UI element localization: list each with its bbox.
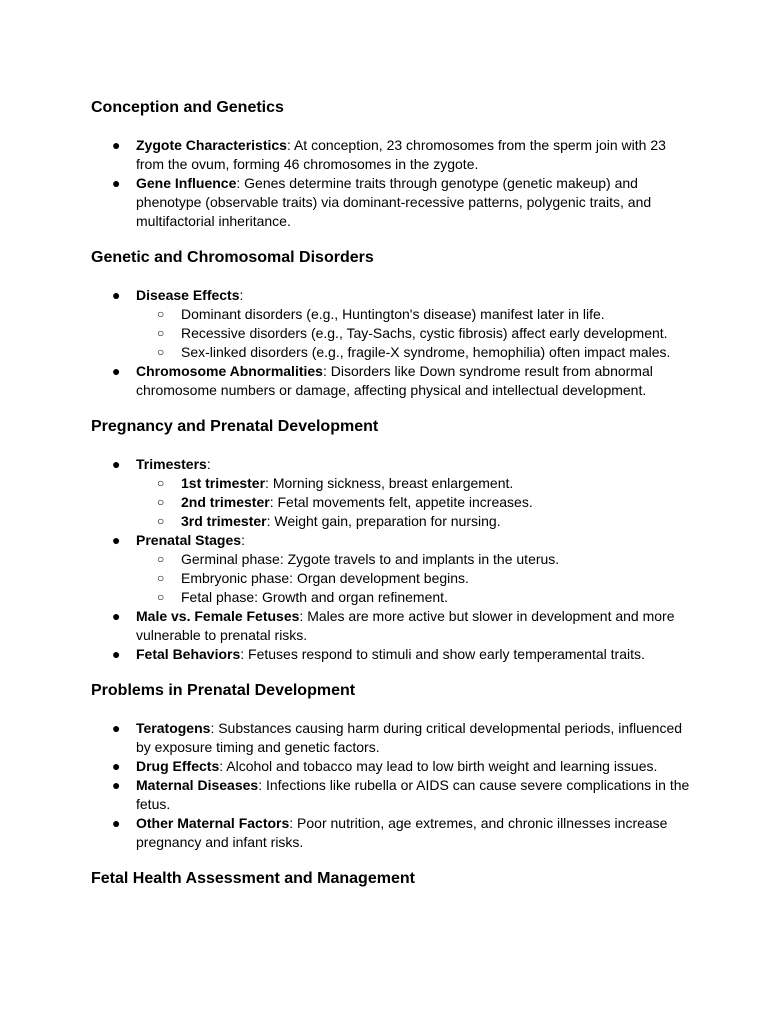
item-term: Teratogens bbox=[136, 720, 211, 736]
sub-bullet-marker: ○ bbox=[157, 571, 165, 585]
item-text: Genes determine traits through genotype (genetic makeup) and phenotype (observable traits) via dominant-recessive patterns, polygenic traits, and multifactorial inheritance. bbox=[136, 175, 652, 229]
bullet-marker: ● bbox=[112, 777, 121, 793]
sub-list-item bbox=[91, 305, 691, 324]
sub-item-term: 3rd trimester bbox=[181, 513, 267, 529]
list-item bbox=[91, 174, 691, 231]
item-term: Prenatal Stages bbox=[136, 532, 242, 548]
item-separator: : bbox=[258, 777, 263, 793]
item-term: Maternal Diseases bbox=[136, 777, 259, 793]
sub-list-item bbox=[91, 550, 691, 569]
sub-list bbox=[136, 305, 691, 362]
section-heading: Problems in Prenatal Development bbox=[91, 682, 356, 699]
sub-bullet-marker: ○ bbox=[157, 590, 165, 604]
bullet-marker: ● bbox=[112, 608, 121, 624]
list-item bbox=[91, 362, 691, 400]
sub-item-text: Recessive disorders (e.g., Tay-Sachs, cystic fibrosis) affect early development. bbox=[181, 325, 668, 341]
sub-item-term: 2nd trimester bbox=[181, 494, 270, 510]
sub-list bbox=[136, 474, 691, 531]
bullet-marker: ● bbox=[112, 720, 121, 736]
item-separator: : bbox=[240, 646, 245, 662]
item-term: Disease Effects bbox=[136, 287, 240, 303]
item-separator: : bbox=[239, 287, 244, 303]
item-term: Fetal Behaviors bbox=[136, 646, 241, 662]
item-separator: : bbox=[219, 758, 224, 774]
bullet-marker: ● bbox=[112, 175, 121, 191]
sub-item-term: 1st trimester bbox=[181, 475, 266, 491]
item-text: Substances causing harm during critical developmental periods, influenced by exposure timing and genetic factors. bbox=[136, 720, 683, 755]
item-text: Disorders like Down syndrome result from abnormal chromosome numbers or damage, affecting physical and intellectual development. bbox=[136, 363, 653, 398]
list-item bbox=[91, 455, 691, 531]
sub-item-text: Embryonic phase: Organ development begins. bbox=[181, 570, 469, 586]
sub-bullet-marker: ○ bbox=[157, 552, 165, 566]
sub-list-item bbox=[91, 474, 691, 493]
sub-item-text: Fetal phase: Growth and organ refinement. bbox=[181, 589, 448, 605]
item-text: Alcohol and tobacco may lead to low birth weight and learning issues. bbox=[223, 758, 658, 774]
item-text: Infections like rubella or AIDS can cause severe complications in the fetus. bbox=[136, 777, 690, 812]
list-item bbox=[91, 776, 691, 814]
item-text: Males are more active but slower in development and more vulnerable to prenatal risks. bbox=[136, 608, 675, 643]
bullet-list bbox=[91, 455, 691, 664]
section-heading: Pregnancy and Prenatal Development bbox=[91, 418, 379, 435]
sub-bullet-marker: ○ bbox=[157, 345, 165, 359]
bullet-marker: ● bbox=[112, 532, 121, 548]
item-separator: : bbox=[241, 532, 245, 548]
sub-list-item bbox=[91, 569, 691, 588]
list-item bbox=[91, 645, 691, 664]
bullet-marker: ● bbox=[112, 646, 121, 662]
section-heading: Conception and Genetics bbox=[91, 99, 284, 116]
bullet-marker: ● bbox=[112, 456, 121, 472]
sub-list-item bbox=[91, 493, 691, 512]
item-text: At conception, 23 chromosomes from the sperm join with 23 from the ovum, forming 46 chromosomes in the zygote. bbox=[136, 137, 666, 172]
item-term: Trimesters bbox=[136, 456, 207, 472]
item-separator: : bbox=[289, 815, 294, 831]
list-item bbox=[91, 719, 691, 757]
list-item bbox=[91, 757, 691, 776]
section bbox=[91, 98, 691, 231]
sub-bullet-marker: ○ bbox=[157, 326, 165, 340]
sub-item-text: Dominant disorders (e.g., Huntington's disease) manifest later in life. bbox=[181, 306, 605, 322]
item-separator: : bbox=[286, 137, 291, 153]
item-text: Fetuses respond to stimuli and show early temperamental traits. bbox=[244, 646, 645, 662]
sub-list-item bbox=[91, 588, 691, 607]
item-separator: : bbox=[236, 175, 241, 191]
section bbox=[91, 869, 691, 889]
bullet-marker: ● bbox=[112, 137, 121, 153]
list-item bbox=[91, 286, 691, 362]
item-term: Zygote Characteristics bbox=[136, 137, 287, 153]
section-heading: Genetic and Chromosomal Disorders bbox=[91, 249, 374, 266]
item-term: Drug Effects bbox=[136, 758, 220, 774]
section-heading: Fetal Health Assessment and Management bbox=[91, 870, 415, 887]
section bbox=[91, 417, 691, 664]
document-page bbox=[91, 98, 691, 906]
bullet-list bbox=[91, 136, 691, 231]
sub-item-text: : Morning sickness, breast enlargement. bbox=[265, 475, 514, 491]
section bbox=[91, 681, 691, 852]
list-item bbox=[91, 136, 691, 174]
bullet-marker: ● bbox=[112, 287, 121, 303]
sub-list-item bbox=[91, 324, 691, 343]
list-item bbox=[91, 531, 691, 607]
item-separator: : bbox=[299, 608, 304, 624]
list-item bbox=[91, 607, 691, 645]
item-term: Chromosome Abnormalities bbox=[136, 363, 323, 379]
item-separator: : bbox=[322, 363, 327, 379]
item-separator: : bbox=[210, 720, 215, 736]
bullet-marker: ● bbox=[112, 758, 121, 774]
item-separator: : bbox=[206, 456, 211, 472]
item-term: Male vs. Female Fetuses bbox=[136, 608, 300, 624]
sub-bullet-marker: ○ bbox=[157, 307, 165, 321]
bullet-list bbox=[91, 719, 691, 852]
sub-item-text: Germinal phase: Zygote travels to and implants in the uterus. bbox=[181, 551, 560, 567]
item-term: Gene Influence bbox=[136, 175, 237, 191]
sub-bullet-marker: ○ bbox=[157, 476, 165, 490]
sub-list-item bbox=[91, 343, 691, 362]
bullet-marker: ● bbox=[112, 363, 121, 379]
item-text: Poor nutrition, age extremes, and chronic illnesses increase pregnancy and infant risks. bbox=[136, 815, 668, 850]
sub-item-text: Sex-linked disorders (e.g., fragile-X syndrome, hemophilia) often impact males. bbox=[181, 344, 671, 360]
sub-list-item bbox=[91, 512, 691, 531]
item-term: Other Maternal Factors bbox=[136, 815, 290, 831]
sub-list bbox=[136, 550, 691, 607]
sub-item-text: : Fetal movements felt, appetite increases. bbox=[269, 494, 533, 510]
section bbox=[91, 248, 691, 400]
sub-bullet-marker: ○ bbox=[157, 495, 165, 509]
bullet-list bbox=[91, 286, 691, 400]
bullet-marker: ● bbox=[112, 815, 121, 831]
sub-bullet-marker: ○ bbox=[157, 514, 165, 528]
list-item bbox=[91, 814, 691, 852]
sub-item-text: : Weight gain, preparation for nursing. bbox=[266, 513, 501, 529]
